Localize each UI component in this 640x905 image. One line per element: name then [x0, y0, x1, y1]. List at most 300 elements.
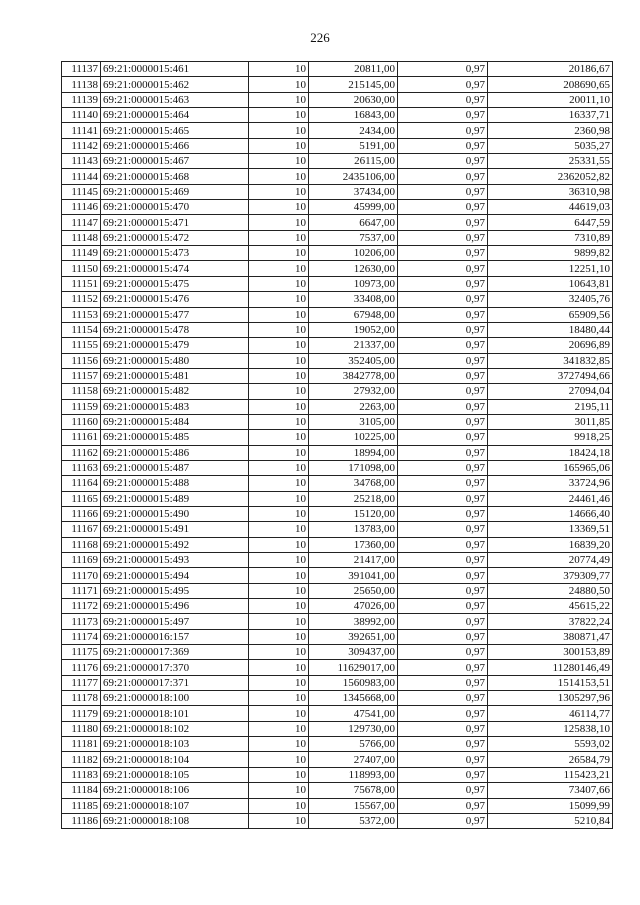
coefficient-k-cell: 10	[249, 123, 309, 138]
coefficient-k-cell: 10	[249, 368, 309, 383]
result-cell: 25331,55	[488, 154, 613, 169]
coefficient-k-cell: 10	[249, 706, 309, 721]
table-row	[62, 108, 613, 123]
row-number-cell: 11170	[62, 568, 101, 583]
factor-cell: 0,97	[398, 460, 488, 475]
row-number-cell: 11162	[62, 445, 101, 460]
coefficient-k-cell: 10	[249, 737, 309, 752]
factor-cell: 0,97	[398, 706, 488, 721]
cadastral-number-cell: 69:21:0000015:483	[101, 399, 249, 414]
row-number-cell: 11180	[62, 721, 101, 736]
factor-cell: 0,97	[398, 798, 488, 813]
amount-cell: 2434,00	[309, 123, 398, 138]
amount-cell: 25650,00	[309, 583, 398, 598]
row-number-cell: 11138	[62, 77, 101, 92]
factor-cell: 0,97	[398, 691, 488, 706]
result-cell: 20186,67	[488, 62, 613, 77]
result-cell: 45615,22	[488, 599, 613, 614]
amount-cell: 16843,00	[309, 108, 398, 123]
cadastral-number-cell: 69:21:0000015:496	[101, 599, 249, 614]
cadastral-number-cell: 69:21:0000018:108	[101, 813, 249, 828]
amount-cell: 26115,00	[309, 154, 398, 169]
result-cell: 380871,47	[488, 629, 613, 644]
table-row	[62, 261, 613, 276]
coefficient-k-cell: 10	[249, 599, 309, 614]
amount-cell: 392651,00	[309, 629, 398, 644]
result-cell: 14666,40	[488, 506, 613, 521]
cadastral-number-cell: 69:21:0000018:104	[101, 752, 249, 767]
coefficient-k-cell: 10	[249, 92, 309, 107]
page-number: 226	[310, 30, 330, 45]
factor-cell: 0,97	[398, 169, 488, 184]
result-cell: 7310,89	[488, 230, 613, 245]
amount-cell: 47026,00	[309, 599, 398, 614]
cadastral-number-cell: 69:21:0000015:494	[101, 568, 249, 583]
coefficient-k-cell: 10	[249, 154, 309, 169]
coefficient-k-cell: 10	[249, 322, 309, 337]
row-number-cell: 11183	[62, 767, 101, 782]
row-number-cell: 11178	[62, 691, 101, 706]
result-cell: 33724,96	[488, 476, 613, 491]
table-row	[62, 368, 613, 383]
row-number-cell: 11149	[62, 246, 101, 261]
cadastral-number-cell: 69:21:0000015:465	[101, 123, 249, 138]
amount-cell: 19052,00	[309, 322, 398, 337]
row-number-cell: 11144	[62, 169, 101, 184]
amount-cell: 10973,00	[309, 276, 398, 291]
coefficient-k-cell: 10	[249, 276, 309, 291]
table-row	[62, 737, 613, 752]
factor-cell: 0,97	[398, 230, 488, 245]
result-cell: 16839,20	[488, 537, 613, 552]
result-cell: 65909,56	[488, 307, 613, 322]
table-row	[62, 92, 613, 107]
cadastral-number-cell: 69:21:0000015:490	[101, 506, 249, 521]
cadastral-number-cell: 69:21:0000015:467	[101, 154, 249, 169]
result-cell: 20011,10	[488, 92, 613, 107]
coefficient-k-cell: 10	[249, 169, 309, 184]
table-row	[62, 783, 613, 798]
amount-cell: 3842778,00	[309, 368, 398, 383]
amount-cell: 5372,00	[309, 813, 398, 828]
coefficient-k-cell: 10	[249, 675, 309, 690]
cadastral-number-cell: 69:21:0000017:370	[101, 660, 249, 675]
cadastral-number-cell: 69:21:0000015:479	[101, 338, 249, 353]
amount-cell: 21417,00	[309, 553, 398, 568]
amount-cell: 11629017,00	[309, 660, 398, 675]
result-cell: 115423,21	[488, 767, 613, 782]
result-cell: 1305297,96	[488, 691, 613, 706]
row-number-cell: 11137	[62, 62, 101, 77]
coefficient-k-cell: 10	[249, 384, 309, 399]
amount-cell: 118993,00	[309, 767, 398, 782]
amount-cell: 27407,00	[309, 752, 398, 767]
result-cell: 37822,24	[488, 614, 613, 629]
result-cell: 27094,04	[488, 384, 613, 399]
cadastral-number-cell: 69:21:0000015:476	[101, 292, 249, 307]
coefficient-k-cell: 10	[249, 200, 309, 215]
table-row	[62, 506, 613, 521]
cadastral-number-cell: 69:21:0000015:475	[101, 276, 249, 291]
amount-cell: 45999,00	[309, 200, 398, 215]
result-cell: 5210,84	[488, 813, 613, 828]
factor-cell: 0,97	[398, 752, 488, 767]
row-number-cell: 11160	[62, 414, 101, 429]
row-number-cell: 11161	[62, 430, 101, 445]
result-cell: 36310,98	[488, 184, 613, 199]
amount-cell: 15567,00	[309, 798, 398, 813]
factor-cell: 0,97	[398, 491, 488, 506]
amount-cell: 352405,00	[309, 353, 398, 368]
table-row	[62, 522, 613, 537]
cadastral-number-cell: 69:21:0000018:100	[101, 691, 249, 706]
row-number-cell: 11146	[62, 200, 101, 215]
coefficient-k-cell: 10	[249, 813, 309, 828]
table-row	[62, 491, 613, 506]
row-number-cell: 11141	[62, 123, 101, 138]
factor-cell: 0,97	[398, 430, 488, 445]
table-row	[62, 460, 613, 475]
cadastral-number-cell: 69:21:0000015:487	[101, 460, 249, 475]
row-number-cell: 11182	[62, 752, 101, 767]
cadastral-number-cell: 69:21:0000018:107	[101, 798, 249, 813]
coefficient-k-cell: 10	[249, 491, 309, 506]
row-number-cell: 11172	[62, 599, 101, 614]
cadastral-number-cell: 69:21:0000015:482	[101, 384, 249, 399]
amount-cell: 171098,00	[309, 460, 398, 475]
amount-cell: 18994,00	[309, 445, 398, 460]
factor-cell: 0,97	[398, 123, 488, 138]
cadastral-number-cell: 69:21:0000018:101	[101, 706, 249, 721]
factor-cell: 0,97	[398, 506, 488, 521]
factor-cell: 0,97	[398, 77, 488, 92]
table-row	[62, 338, 613, 353]
coefficient-k-cell: 10	[249, 460, 309, 475]
cadastral-number-cell: 69:21:0000015:473	[101, 246, 249, 261]
result-cell: 3727494,66	[488, 368, 613, 383]
coefficient-k-cell: 10	[249, 522, 309, 537]
factor-cell: 0,97	[398, 92, 488, 107]
coefficient-k-cell: 10	[249, 215, 309, 230]
factor-cell: 0,97	[398, 614, 488, 629]
factor-cell: 0,97	[398, 599, 488, 614]
factor-cell: 0,97	[398, 568, 488, 583]
result-cell: 24461,46	[488, 491, 613, 506]
cadastral-number-cell: 69:21:0000015:462	[101, 77, 249, 92]
table-row	[62, 430, 613, 445]
amount-cell: 215145,00	[309, 77, 398, 92]
amount-cell: 67948,00	[309, 307, 398, 322]
result-cell: 341832,85	[488, 353, 613, 368]
result-cell: 73407,66	[488, 783, 613, 798]
cadastral-number-cell: 69:21:0000015:470	[101, 200, 249, 215]
row-number-cell: 11168	[62, 537, 101, 552]
result-cell: 379309,77	[488, 568, 613, 583]
cadastral-number-cell: 69:21:0000015:478	[101, 322, 249, 337]
coefficient-k-cell: 10	[249, 445, 309, 460]
cadastral-number-cell: 69:21:0000018:102	[101, 721, 249, 736]
table-row	[62, 307, 613, 322]
coefficient-k-cell: 10	[249, 752, 309, 767]
factor-cell: 0,97	[398, 721, 488, 736]
row-number-cell: 11179	[62, 706, 101, 721]
factor-cell: 0,97	[398, 476, 488, 491]
row-number-cell: 11185	[62, 798, 101, 813]
amount-cell: 33408,00	[309, 292, 398, 307]
row-number-cell: 11154	[62, 322, 101, 337]
row-number-cell: 11143	[62, 154, 101, 169]
coefficient-k-cell: 10	[249, 62, 309, 77]
table-row	[62, 123, 613, 138]
coefficient-k-cell: 10	[249, 184, 309, 199]
factor-cell: 0,97	[398, 660, 488, 675]
table-row	[62, 568, 613, 583]
cadastral-number-cell: 69:21:0000015:489	[101, 491, 249, 506]
cadastral-number-cell: 69:21:0000017:369	[101, 645, 249, 660]
amount-cell: 34768,00	[309, 476, 398, 491]
result-cell: 13369,51	[488, 522, 613, 537]
row-number-cell: 11145	[62, 184, 101, 199]
result-cell: 165965,06	[488, 460, 613, 475]
coefficient-k-cell: 10	[249, 721, 309, 736]
factor-cell: 0,97	[398, 138, 488, 153]
result-cell: 3011,85	[488, 414, 613, 429]
result-cell: 24880,50	[488, 583, 613, 598]
row-number-cell: 11163	[62, 460, 101, 475]
result-cell: 16337,71	[488, 108, 613, 123]
coefficient-k-cell: 10	[249, 553, 309, 568]
row-number-cell: 11159	[62, 399, 101, 414]
coefficient-k-cell: 10	[249, 353, 309, 368]
coefficient-k-cell: 10	[249, 506, 309, 521]
table-row	[62, 798, 613, 813]
table-row	[62, 675, 613, 690]
amount-cell: 27932,00	[309, 384, 398, 399]
cadastral-number-cell: 69:21:0000015:480	[101, 353, 249, 368]
table-row	[62, 813, 613, 828]
factor-cell: 0,97	[398, 645, 488, 660]
amount-cell: 6647,00	[309, 215, 398, 230]
table-row	[62, 215, 613, 230]
coefficient-k-cell: 10	[249, 691, 309, 706]
cadastral-number-cell: 69:21:0000016:157	[101, 629, 249, 644]
row-number-cell: 11176	[62, 660, 101, 675]
coefficient-k-cell: 10	[249, 307, 309, 322]
result-cell: 9918,25	[488, 430, 613, 445]
result-cell: 44619,03	[488, 200, 613, 215]
row-number-cell: 11164	[62, 476, 101, 491]
factor-cell: 0,97	[398, 261, 488, 276]
amount-cell: 75678,00	[309, 783, 398, 798]
factor-cell: 0,97	[398, 62, 488, 77]
result-cell: 20696,89	[488, 338, 613, 353]
row-number-cell: 11156	[62, 353, 101, 368]
table-row	[62, 445, 613, 460]
row-number-cell: 11173	[62, 614, 101, 629]
row-number-cell: 11158	[62, 384, 101, 399]
coefficient-k-cell: 10	[249, 614, 309, 629]
cadastral-number-cell: 69:21:0000015:497	[101, 614, 249, 629]
coefficient-k-cell: 10	[249, 261, 309, 276]
table-row	[62, 414, 613, 429]
factor-cell: 0,97	[398, 553, 488, 568]
table-row	[62, 292, 613, 307]
cadastral-number-cell: 69:21:0000015:477	[101, 307, 249, 322]
result-cell: 5593,02	[488, 737, 613, 752]
factor-cell: 0,97	[398, 399, 488, 414]
table-row	[62, 62, 613, 77]
coefficient-k-cell: 10	[249, 568, 309, 583]
row-number-cell: 11151	[62, 276, 101, 291]
table-row	[62, 645, 613, 660]
result-cell: 18424,18	[488, 445, 613, 460]
factor-cell: 0,97	[398, 200, 488, 215]
amount-cell: 1560983,00	[309, 675, 398, 690]
table-row	[62, 752, 613, 767]
row-number-cell: 11166	[62, 506, 101, 521]
coefficient-k-cell: 10	[249, 414, 309, 429]
amount-cell: 5766,00	[309, 737, 398, 752]
coefficient-k-cell: 10	[249, 537, 309, 552]
result-cell: 18480,44	[488, 322, 613, 337]
amount-cell: 391041,00	[309, 568, 398, 583]
row-number-cell: 11142	[62, 138, 101, 153]
row-number-cell: 11157	[62, 368, 101, 383]
result-cell: 20774,49	[488, 553, 613, 568]
coefficient-k-cell: 10	[249, 430, 309, 445]
cadastral-number-cell: 69:21:0000015:486	[101, 445, 249, 460]
cadastral-number-cell: 69:21:0000015:464	[101, 108, 249, 123]
coefficient-k-cell: 10	[249, 246, 309, 261]
factor-cell: 0,97	[398, 783, 488, 798]
amount-cell: 15120,00	[309, 506, 398, 521]
row-number-cell: 11148	[62, 230, 101, 245]
result-cell: 26584,79	[488, 752, 613, 767]
result-cell: 6447,59	[488, 215, 613, 230]
result-cell: 300153,89	[488, 645, 613, 660]
factor-cell: 0,97	[398, 522, 488, 537]
result-cell: 46114,77	[488, 706, 613, 721]
coefficient-k-cell: 10	[249, 645, 309, 660]
factor-cell: 0,97	[398, 154, 488, 169]
row-number-cell: 11175	[62, 645, 101, 660]
amount-cell: 17360,00	[309, 537, 398, 552]
amount-cell: 129730,00	[309, 721, 398, 736]
table-row	[62, 599, 613, 614]
row-number-cell: 11171	[62, 583, 101, 598]
result-cell: 12251,10	[488, 261, 613, 276]
factor-cell: 0,97	[398, 276, 488, 291]
row-number-cell: 11153	[62, 307, 101, 322]
cadastral-number-cell: 69:21:0000015:471	[101, 215, 249, 230]
factor-cell: 0,97	[398, 629, 488, 644]
amount-cell: 20811,00	[309, 62, 398, 77]
row-number-cell: 11139	[62, 92, 101, 107]
factor-cell: 0,97	[398, 583, 488, 598]
coefficient-k-cell: 10	[249, 767, 309, 782]
row-number-cell: 11165	[62, 491, 101, 506]
coefficient-k-cell: 10	[249, 292, 309, 307]
coefficient-k-cell: 10	[249, 399, 309, 414]
coefficient-k-cell: 10	[249, 660, 309, 675]
row-number-cell: 11181	[62, 737, 101, 752]
amount-cell: 2435106,00	[309, 169, 398, 184]
cadastral-table	[61, 61, 613, 829]
coefficient-k-cell: 10	[249, 798, 309, 813]
result-cell: 1514153,51	[488, 675, 613, 690]
row-number-cell: 11174	[62, 629, 101, 644]
cadastral-number-cell: 69:21:0000015:485	[101, 430, 249, 445]
factor-cell: 0,97	[398, 445, 488, 460]
amount-cell: 309437,00	[309, 645, 398, 660]
row-number-cell: 11167	[62, 522, 101, 537]
factor-cell: 0,97	[398, 108, 488, 123]
factor-cell: 0,97	[398, 414, 488, 429]
table-row	[62, 353, 613, 368]
amount-cell: 2263,00	[309, 399, 398, 414]
factor-cell: 0,97	[398, 537, 488, 552]
table-row	[62, 706, 613, 721]
factor-cell: 0,97	[398, 307, 488, 322]
result-cell: 10643,81	[488, 276, 613, 291]
cadastral-number-cell: 69:21:0000015:484	[101, 414, 249, 429]
cadastral-number-cell: 69:21:0000015:463	[101, 92, 249, 107]
cadastral-number-cell: 69:21:0000015:488	[101, 476, 249, 491]
result-cell: 125838,10	[488, 721, 613, 736]
amount-cell: 47541,00	[309, 706, 398, 721]
table-row	[62, 276, 613, 291]
table-row	[62, 629, 613, 644]
table-row	[62, 322, 613, 337]
table-row	[62, 476, 613, 491]
coefficient-k-cell: 10	[249, 476, 309, 491]
result-cell: 5035,27	[488, 138, 613, 153]
row-number-cell: 11152	[62, 292, 101, 307]
row-number-cell: 11140	[62, 108, 101, 123]
amount-cell: 10206,00	[309, 246, 398, 261]
amount-cell: 38992,00	[309, 614, 398, 629]
factor-cell: 0,97	[398, 184, 488, 199]
amount-cell: 12630,00	[309, 261, 398, 276]
table-row	[62, 660, 613, 675]
table-row	[62, 154, 613, 169]
coefficient-k-cell: 10	[249, 230, 309, 245]
result-cell: 32405,76	[488, 292, 613, 307]
table-row	[62, 384, 613, 399]
table-row	[62, 77, 613, 92]
factor-cell: 0,97	[398, 737, 488, 752]
table-row	[62, 614, 613, 629]
coefficient-k-cell: 10	[249, 138, 309, 153]
cadastral-number-cell: 69:21:0000015:472	[101, 230, 249, 245]
factor-cell: 0,97	[398, 338, 488, 353]
factor-cell: 0,97	[398, 813, 488, 828]
table-row	[62, 691, 613, 706]
cadastral-number-cell: 69:21:0000015:481	[101, 368, 249, 383]
result-cell: 208690,65	[488, 77, 613, 92]
table-row	[62, 399, 613, 414]
factor-cell: 0,97	[398, 675, 488, 690]
cadastral-number-cell: 69:21:0000018:103	[101, 737, 249, 752]
result-cell: 2195,11	[488, 399, 613, 414]
table-row	[62, 767, 613, 782]
result-cell: 15099,99	[488, 798, 613, 813]
result-cell: 2360,98	[488, 123, 613, 138]
cadastral-number-cell: 69:21:0000017:371	[101, 675, 249, 690]
factor-cell: 0,97	[398, 384, 488, 399]
table-row	[62, 200, 613, 215]
table-row	[62, 583, 613, 598]
